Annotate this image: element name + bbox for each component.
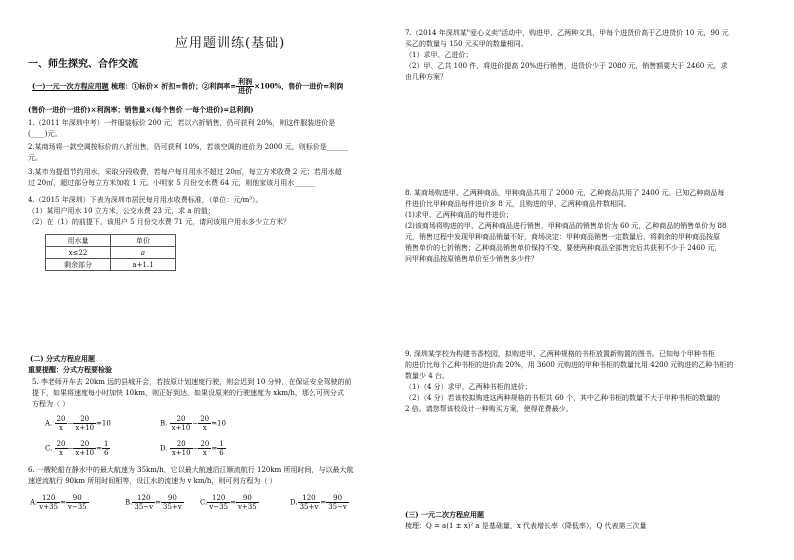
q6-option-a: A. $\frac{120}{v+35}$ = $\frac{90}{v-35}$: [30, 494, 87, 511]
question-4: 4.（2015 年深圳）下表为深圳市居民每月用水收费标准，（单位：元/m³）。 （1）某用户用水 10 立方米，公交水费 23 元，求 a 的值； （2）在（1）的前提下，该用户 5 月份交水费 71 元，请问该用户用水多少立方米？: [28, 196, 291, 226]
question-9: 9. 深圳某学校为构建书香校园，拟购进甲、乙两种规格的书柜放置新购置的图书。已知每个甲种书柜 的进价比每个乙种书柜的进价高 20%，用 3600 元购进的甲种书柜的数量比用 4200 元购进的乙种书柜的 数量少 4 台。 （1）（4 分）求甲、乙两种书柜的进价； （2）（4 分）若该校拟购进这两种规格的书柜共 60 个，其中乙种书柜的数量不大于甲种书柜的数量的 2 倍。请您帮该校设计一种购买方案，使得花费最少。: [405, 350, 734, 413]
q6-option-b: B. $\frac{120}{35-v}$ = $\frac{90}{35+v}$: [125, 494, 182, 511]
q6-option-c: C. $\frac{120}{v-35}$ = $\frac{90}{v+35}$: [200, 494, 257, 511]
question-2: 2.某商场将一款空调按标价的八折出售，仍可获利 10%，若该空调的进价为 2000 元，则标价是______ 元。: [28, 143, 348, 162]
table-row: x≤22 a: [46, 247, 176, 259]
part3-heading: (三) 一元二次方程应用题: [405, 510, 485, 519]
part3-summary: 梳理：Q = a(1 ± x)² a 是基础量，x 代表增长率（降低率），Q 代表第三次量: [405, 522, 647, 530]
question-3: 3.某市为提倡节约用水，采取分段收费，若每户每月用水不超过 20㎡，每立方米收费 2 元；若用水超 过 20㎡，超过部分每立方米加收 1 元。小明家 5 月份交水费 64 元，则他家该月用水______: [28, 168, 342, 187]
question-8: 8. 某商场购进甲、乙两种商品，甲种商品共用了 2000 元，乙种商品共用了 2400 元。已知乙种商品每 件进价比甲种商品每件进价多 8 元，且购进的甲、乙两种商品件数相同。 (1)求甲、乙两种商品的每件进价； (2)该商场将购进的甲、乙两种商品进行销售，甲种商品的销售单价为 60 元，乙种商品的销售单价为 88 元，销售过程中发现甲种商品销量不好，商场决定：甲种商品销售一定数量后，将剩余的甲种商品按原 销售单价的七折销售；乙种商品销售单价保持不变，要使两种商品全部售完后共获利不少于 2460 元， 问甲种商品按原销售单价至少销售多少件？: [405, 189, 727, 263]
q5-option-b: B. $\frac{20}{x+10}$ − $\frac{20}{x}$ =10: [160, 415, 226, 432]
q6-option-d: D. $\frac{120}{35+v}$ = $\frac{90}{35-v}$: [290, 494, 347, 511]
table-row: 剩余部分 a+1.1: [46, 259, 176, 271]
q5-option-d: D. $\frac{20}{x+10}$ − $\frac{20}{x}$ = $\frac{1}{6}$: [160, 440, 224, 457]
question-5: 5. 李老师开车去 20km 远的县城开会，若按原计划速度行驶，则会迟到 10 分钟，在保证安全驾驶的前 提下，如果将速度每小时加快 10km，则正好到达，如果设原来的行驶速度为 xkm/h，那么可列分式 方程为（ ）: [32, 378, 352, 408]
part2-note: 重要提醒：分式方程要检验: [28, 365, 112, 374]
q5-option-c: C. $\frac{20}{x}$ − $\frac{20}{x+10}$ = $\frac{1}{6}$: [45, 440, 109, 457]
water-price-table: [45, 234, 176, 271]
question-7: 7.（2014 年深圳某"爱心义卖"活动中，购进甲、乙两种文具，甲每个进货价高于乙进货价 10 元，90 元 买乙的数量与 150 元买甲的数量相同。 （1）求甲、乙进价； （2）甲、乙共 100 件，将进价提高 20%进行销售，进货价少于 2080 元，销售额要大于 2460 元，求 由几种方案？: [405, 29, 729, 81]
page-title: 应用题训练(基础): [175, 36, 286, 51]
part2-heading: (二) 分式方程应用题: [30, 354, 96, 363]
table-row: 用水量 单价: [46, 235, 176, 247]
question-1: 1.（2011 年深圳中考）一件服装标价 200 元，若以六折销售，仍可获利 20%，则这件服装进价是 (____)元。: [28, 119, 336, 138]
part1-summary-2: (售价一进价一进价)×利润率；销售量×(每个售价 一每个进价)=总利润): [28, 105, 254, 114]
part1-heading: (一)一元一次方程应用题: [32, 81, 109, 91]
q5-option-a: A. $\frac{20}{x}$ − $\frac{20}{x+10}$ =10: [45, 415, 111, 432]
part1-summary: (一)一元一次方程应用题 梳理：①标价× 折扣=售价；②利润率= $\frac{\text{利润}}{\text{进价}}$ ×100%，售价一进价=利润: [32, 77, 344, 95]
question-6: 6. 一艘轮船在静水中的最大航速为 35km/h，它以最大航速沿江顺流航行 120km 所用时间，与以最大航 速逆流航行 90km 所用时间相等，设江水的流速为 v km/h，则可列方程为（ ）: [28, 466, 354, 485]
profit-rate-fraction: $\frac{\text{利润}}{\text{进价}}$: [238, 77, 253, 95]
section-heading: 一、师生探究、合作交流: [28, 59, 138, 70]
